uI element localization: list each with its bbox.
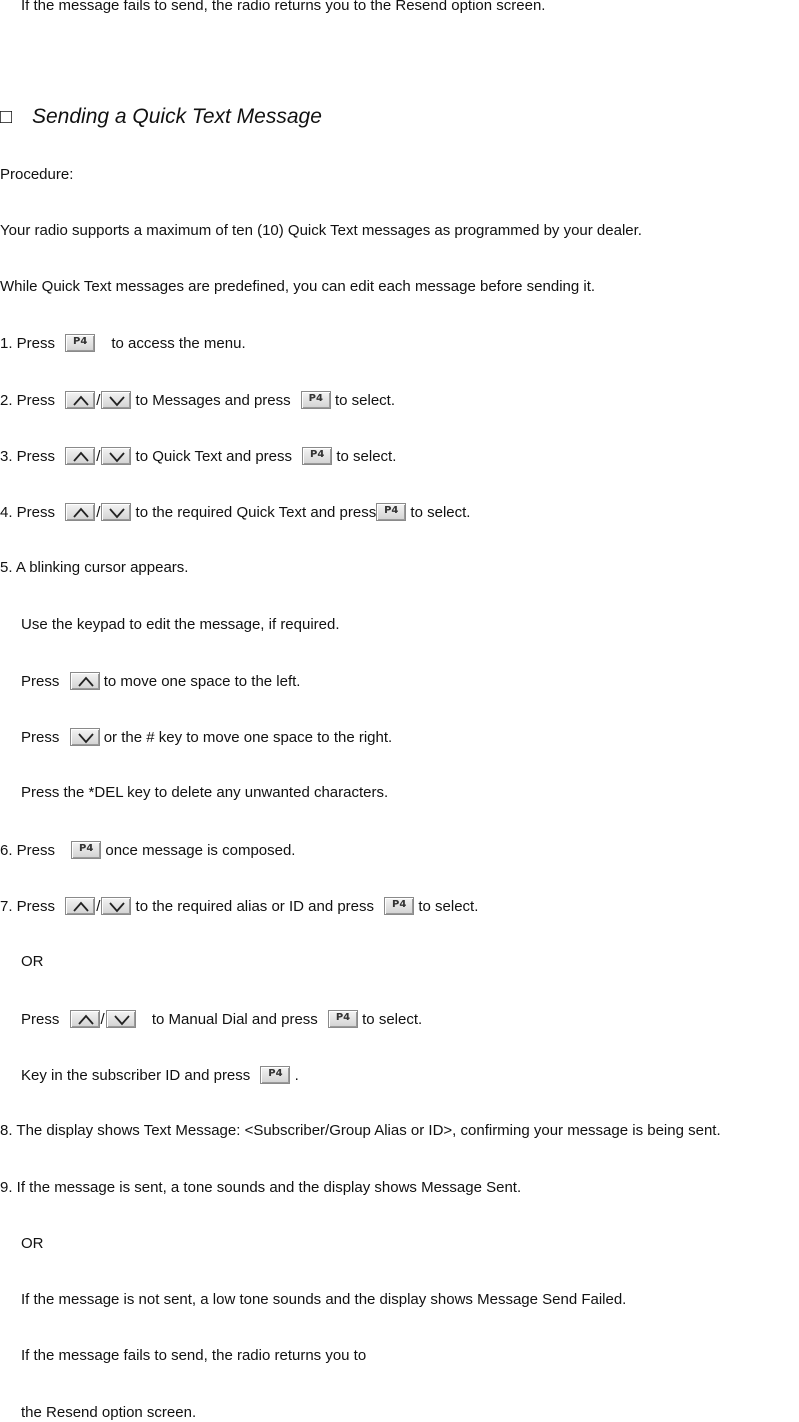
step-9-sub-3: the Resend option screen. (21, 1404, 197, 1421)
step-7-sub-2-text-b: . (294, 1067, 299, 1084)
step-9-sub-1: If the message is not sent, a low tone sounds and the display shows Message Send Failed. (21, 1291, 627, 1308)
up-arrow-key-icon (65, 391, 95, 409)
step-7-text: 7. Press (0, 898, 56, 915)
step-5-sub-3 (21, 728, 392, 747)
procedure-label: Procedure: (0, 166, 74, 183)
step-7-text-b: to the required alias or ID and press (135, 898, 375, 915)
step-4: 4. Press / to the required Quick Text and press P4 to select. (0, 504, 471, 521)
step-2-text: 2. Press (0, 392, 56, 409)
p4-key-icon: P4 (328, 1010, 358, 1028)
up-arrow-key-icon (65, 503, 95, 521)
step-5-sub-1: Use the keypad to edit the message, if required. (21, 616, 340, 633)
step-5-sub-2 (21, 672, 300, 691)
step-2-text-c: to select. (334, 392, 396, 409)
step-7-sub-1: Press / to Manual Dial and press P4 to select. (21, 1011, 423, 1028)
p4-key-icon: P4 (384, 897, 414, 915)
p4-key-icon: P4 (302, 447, 332, 465)
down-arrow-key-icon (101, 503, 131, 521)
step-7-or: OR (21, 953, 44, 970)
down-arrow-key-icon (101, 447, 131, 465)
step-8: 8. The display shows Text Message: <Subscriber/Group Alias or ID>, confirming your message is being sent. (0, 1122, 721, 1139)
step-5-sub-3-text-b: or the # key to move one space to the right. (103, 729, 393, 746)
step-7-sub-2 (21, 1066, 299, 1085)
p4-key-icon: P4 (71, 841, 101, 859)
down-arrow-key-icon (70, 728, 100, 746)
step-7: 7. Press / to the required alias or ID and press P4 to select. (0, 898, 479, 915)
intro-line-1: Your radio supports a maximum of ten (10) Quick Text messages as programmed by your dealer. (0, 222, 642, 239)
p4-key-icon: P4 (301, 391, 331, 409)
p4-key-icon: P4 (260, 1066, 290, 1084)
step-4-text-b: to the required Quick Text and press (135, 504, 377, 521)
step-3-text-c: to select. (336, 448, 397, 465)
step-3-text: 3. Press (0, 448, 56, 465)
section-heading (0, 105, 322, 129)
down-arrow-key-icon (101, 391, 131, 409)
step-1-text-b: to access the menu. (111, 335, 246, 352)
step-6 (0, 841, 295, 860)
down-arrow-key-icon (106, 1010, 136, 1028)
intro-line-2: While Quick Text messages are predefined, you can edit each message before sending it. (0, 278, 596, 295)
down-arrow-key-icon (101, 897, 131, 915)
step-4-text: 4. Press (0, 504, 56, 521)
up-arrow-key-icon (65, 897, 95, 915)
step-9: 9. If the message is sent, a tone sounds and the display shows Message Sent. (0, 1179, 522, 1196)
step-5-sub-4: Press the *DEL key to delete any unwanted characters. (21, 784, 389, 801)
step-7-sub-1-text-b: to Manual Dial and press (151, 1011, 318, 1028)
up-arrow-key-icon (70, 1010, 100, 1028)
step-2: 2. Press / to Messages and press P4 to select. (0, 392, 396, 409)
up-arrow-key-icon (65, 447, 95, 465)
step-7-sub-1-text: Press (21, 1011, 60, 1028)
step-6-text-b: once message is composed. (105, 842, 296, 859)
step-5: 5. A blinking cursor appears. (0, 559, 189, 576)
square-bullet-icon: □ (0, 106, 13, 128)
step-5-sub-2-text: Press (21, 673, 60, 690)
step-5-sub-2-text-b: to move one space to the left. (103, 673, 301, 690)
step-7-text-c: to select. (418, 898, 479, 915)
step-9-sub-2: If the message fails to send, the radio returns you to (21, 1347, 367, 1364)
step-6-text: 6. Press (0, 842, 56, 859)
p4-key-icon: P4 (376, 503, 406, 521)
p4-key-icon: P4 (65, 334, 95, 352)
step-3: 3. Press / to Quick Text and press P4 to select. (0, 448, 397, 465)
up-arrow-key-icon (70, 672, 100, 690)
top-line: If the message fails to send, the radio returns you to the Resend option screen. (21, 0, 546, 14)
step-7-sub-1-text-c: to select. (362, 1011, 423, 1028)
step-1-text: 1. Press (0, 335, 56, 352)
section-heading-text: Sending a Quick Text Message (32, 105, 322, 128)
step-4-text-c: to select. (410, 504, 471, 521)
step-2-text-b: to Messages and press (135, 392, 291, 409)
step-3-text-b: to Quick Text and press (135, 448, 293, 465)
step-5-sub-3-text: Press (21, 729, 60, 746)
step-1 (0, 334, 246, 353)
step-9-or: OR (21, 1235, 44, 1252)
step-7-sub-2-text: Key in the subscriber ID and press (21, 1067, 251, 1084)
